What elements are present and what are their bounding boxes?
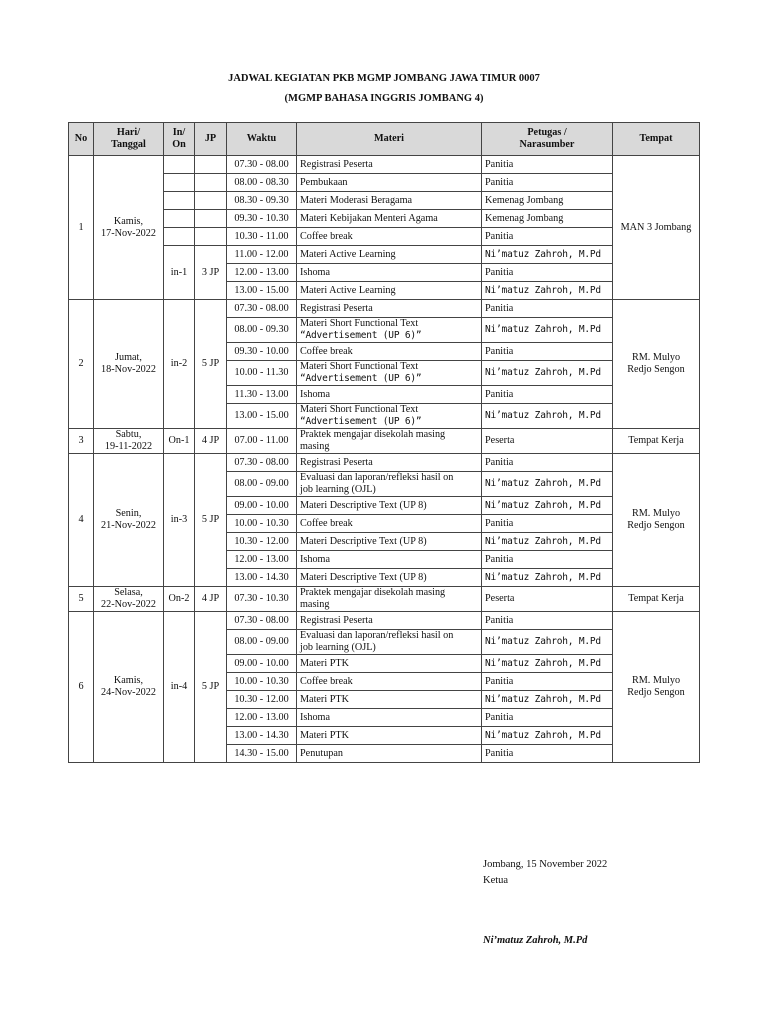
- materi-cell: [297, 264, 482, 282]
- header-day: Hari/ Tanggal: [94, 123, 164, 156]
- in-on-cell: in-4: [164, 612, 195, 763]
- jp-cell: 4 JP: [195, 429, 227, 454]
- petugas-cell: Ni’matuz Zahroh, M.Pd: [482, 246, 613, 264]
- time-cell: 07.30 - 08.00: [227, 612, 297, 630]
- time-cell: 07.30 - 08.00: [227, 156, 297, 174]
- day-date: [94, 587, 164, 612]
- table-row: [69, 156, 700, 174]
- time-cell: 14.30 - 15.00: [227, 745, 297, 763]
- petugas-cell: Ni’matuz Zahroh, M.Pd: [482, 472, 613, 497]
- table-row: [69, 454, 700, 472]
- tempat-text: RM. Mulyo: [631, 352, 681, 363]
- time-cell: 07.30 - 10.30: [227, 587, 297, 612]
- header-jp: JP: [195, 123, 227, 156]
- materi-cell: [297, 587, 482, 612]
- day-name: Kamis,: [113, 675, 144, 686]
- in-on-cell: [164, 156, 195, 174]
- materi-cell: [297, 228, 482, 246]
- petugas-cell: Panitia: [482, 228, 613, 246]
- jp-cell: [195, 192, 227, 210]
- in-on-cell: [164, 192, 195, 210]
- petugas-cell: Ni’matuz Zahroh, M.Pd: [482, 404, 613, 429]
- table-header-row: [69, 123, 700, 156]
- time-cell: 08.00 - 09.30: [227, 318, 297, 343]
- tempat-cell: [613, 300, 700, 429]
- materi-text-line2: “Advertisement (UP 6)”: [300, 330, 422, 341]
- time-cell: 13.00 - 14.30: [227, 569, 297, 587]
- materi-cell: [297, 673, 482, 691]
- in-on-cell: in-2: [164, 300, 195, 429]
- day-date: [94, 300, 164, 429]
- materi-text: Materi Short Functional Text: [300, 361, 419, 372]
- time-cell: 11.30 - 13.00: [227, 386, 297, 404]
- materi-cell: [297, 454, 482, 472]
- materi-cell: [297, 709, 482, 727]
- petugas-cell: Panitia: [482, 709, 613, 727]
- time-cell: 07.00 - 11.00: [227, 429, 297, 454]
- petugas-cell: Peserta: [482, 587, 613, 612]
- materi-text-line2: masing: [300, 441, 330, 452]
- materi-cell: [297, 192, 482, 210]
- table-row: [69, 210, 700, 228]
- petugas-cell: Panitia: [482, 343, 613, 361]
- jp-cell: [195, 228, 227, 246]
- time-cell: 09.00 - 10.00: [227, 655, 297, 673]
- in-on-cell: in-1: [164, 246, 195, 300]
- petugas-cell: Ni’matuz Zahroh, M.Pd: [482, 630, 613, 655]
- signature-name: Ni’matuz Zahroh, M.Pd: [483, 935, 588, 946]
- materi-cell: [297, 210, 482, 228]
- petugas-cell: Panitia: [482, 386, 613, 404]
- materi-cell: [297, 612, 482, 630]
- time-cell: 09.00 - 10.00: [227, 497, 297, 515]
- materi-text: Materi Short Functional Text: [300, 318, 419, 329]
- time-cell: 13.00 - 14.30: [227, 727, 297, 745]
- materi-cell: [297, 727, 482, 745]
- day-date: [94, 454, 164, 587]
- petugas-cell: Panitia: [482, 551, 613, 569]
- materi-text-line2: job learning (OJL): [300, 484, 376, 495]
- materi-cell: [297, 282, 482, 300]
- materi-text: Materi PTK: [300, 693, 349, 705]
- petugas-cell: Ni’matuz Zahroh, M.Pd: [482, 318, 613, 343]
- materi-cell: [297, 745, 482, 763]
- time-cell: 10.30 - 12.00: [227, 533, 297, 551]
- materi-text: Pembukaan: [300, 176, 348, 188]
- day-number: 4: [69, 454, 94, 587]
- petugas-cell: Ni’matuz Zahroh, M.Pd: [482, 569, 613, 587]
- materi-text: Materi Short Functional Text: [300, 404, 419, 415]
- materi-text-line2: job learning (OJL): [300, 642, 376, 653]
- petugas-cell: Kemenag Jombang: [482, 210, 613, 228]
- header-petugas: Petugas / Narasumber: [482, 123, 613, 156]
- jp-cell: 4 JP: [195, 587, 227, 612]
- time-cell: 10.30 - 12.00: [227, 691, 297, 709]
- petugas-cell: Panitia: [482, 174, 613, 192]
- time-cell: 13.00 - 15.00: [227, 404, 297, 429]
- materi-text: Ishoma: [300, 266, 330, 278]
- materi-cell: [297, 404, 482, 429]
- time-cell: 13.00 - 15.00: [227, 282, 297, 300]
- tempat-text: RM. Mulyo: [631, 675, 681, 686]
- materi-cell: [297, 630, 482, 655]
- time-cell: 10.00 - 10.30: [227, 673, 297, 691]
- materi-text-line2: “Advertisement (UP 6)”: [300, 373, 422, 384]
- materi-text: Registrasi Peserta: [300, 614, 373, 626]
- document-subtitle: (MGMP BAHASA INGGRIS JOMBANG 4): [284, 93, 484, 104]
- tempat-text: MAN 3 Jombang: [620, 221, 692, 233]
- document-title: JADWAL KEGIATAN PKB MGMP JOMBANG JAWA TIMUR 0007: [228, 73, 540, 84]
- in-on-cell: On-2: [164, 587, 195, 612]
- materi-cell: [297, 569, 482, 587]
- jp-cell: 5 JP: [195, 454, 227, 587]
- materi-text: Registrasi Peserta: [300, 158, 373, 170]
- table-row: [69, 429, 700, 454]
- day-number: 5: [69, 587, 94, 612]
- table-row: [69, 612, 700, 630]
- time-cell: 12.00 - 13.00: [227, 709, 297, 727]
- time-cell: 08.30 - 09.30: [227, 192, 297, 210]
- materi-text: Materi Active Learning: [300, 284, 396, 296]
- materi-text: Praktek mengajar disekolah masing: [300, 587, 446, 598]
- time-cell: 09.30 - 10.30: [227, 210, 297, 228]
- tempat-cell: [613, 612, 700, 763]
- schedule-body: [69, 156, 700, 763]
- petugas-cell: Panitia: [482, 156, 613, 174]
- materi-text: Evaluasi dan laporan/refleksi hasil on: [300, 472, 454, 483]
- materi-text-line2: masing: [300, 599, 330, 610]
- date-text: 22-Nov-2022: [101, 599, 156, 610]
- materi-text: Materi PTK: [300, 657, 349, 669]
- petugas-cell: Panitia: [482, 454, 613, 472]
- materi-text: Coffee break: [300, 517, 353, 529]
- materi-text: Materi Moderasi Beragama: [300, 194, 413, 206]
- day-name: Jumat,: [115, 352, 142, 363]
- materi-text: Evaluasi dan laporan/refleksi hasil on: [300, 630, 454, 641]
- materi-text: Ishoma: [300, 553, 330, 565]
- materi-cell: [297, 343, 482, 361]
- materi-text: Materi Active Learning: [300, 248, 396, 260]
- day-name: Sabtu,: [115, 429, 142, 440]
- jp-cell: 5 JP: [195, 612, 227, 763]
- tempat-cell: [613, 587, 700, 612]
- materi-text: Coffee break: [300, 230, 353, 242]
- in-on-cell: in-3: [164, 454, 195, 587]
- time-cell: 10.30 - 11.00: [227, 228, 297, 246]
- header-materi: Materi: [297, 123, 482, 156]
- materi-text: Materi PTK: [300, 729, 349, 741]
- day-date: [94, 612, 164, 763]
- petugas-cell: Panitia: [482, 264, 613, 282]
- day-name: Kamis,: [113, 215, 144, 227]
- table-row: [69, 192, 700, 210]
- petugas-cell: Ni’matuz Zahroh, M.Pd: [482, 282, 613, 300]
- materi-cell: [297, 429, 482, 454]
- in-on-cell: [164, 174, 195, 192]
- date-text: 24-Nov-2022: [101, 687, 156, 698]
- time-cell: 12.00 - 13.00: [227, 264, 297, 282]
- day-number: 3: [69, 429, 94, 454]
- day-date: [94, 156, 164, 300]
- tempat-text-line2: Redjo Sengon: [627, 520, 685, 531]
- materi-cell: [297, 318, 482, 343]
- materi-text: Ishoma: [300, 711, 330, 723]
- time-cell: 11.00 - 12.00: [227, 246, 297, 264]
- materi-cell: [297, 386, 482, 404]
- materi-text: Registrasi Peserta: [300, 456, 373, 468]
- materi-text: Registrasi Peserta: [300, 302, 373, 314]
- materi-text: Materi Descriptive Text (UP 8): [300, 571, 427, 583]
- header-in-on: In/ On: [164, 123, 195, 156]
- table-row: [69, 174, 700, 192]
- materi-text: Ishoma: [300, 388, 330, 400]
- date-text: 19-11-2022: [104, 441, 153, 452]
- petugas-cell: Panitia: [482, 673, 613, 691]
- petugas-cell: Ni’matuz Zahroh, M.Pd: [482, 533, 613, 551]
- materi-cell: [297, 472, 482, 497]
- jp-cell: [195, 156, 227, 174]
- day-number: 6: [69, 612, 94, 763]
- materi-cell: [297, 515, 482, 533]
- materi-text: Praktek mengajar disekolah masing: [300, 429, 446, 440]
- petugas-cell: Peserta: [482, 429, 613, 454]
- signature-place-date: Jombang, 15 November 2022: [483, 859, 608, 870]
- petugas-cell: Ni’matuz Zahroh, M.Pd: [482, 655, 613, 673]
- petugas-cell: Ni’matuz Zahroh, M.Pd: [482, 361, 613, 386]
- petugas-cell: Panitia: [482, 745, 613, 763]
- tempat-cell: [613, 454, 700, 587]
- tempat-text: Tempat Kerja: [628, 593, 684, 604]
- in-on-cell: On-1: [164, 429, 195, 454]
- materi-text-line2: “Advertisement (UP 6)”: [300, 416, 422, 427]
- materi-text: Materi Descriptive Text (UP 8): [300, 535, 427, 547]
- materi-cell: [297, 300, 482, 318]
- petugas-cell: Panitia: [482, 300, 613, 318]
- day-number: 2: [69, 300, 94, 429]
- materi-cell: [297, 156, 482, 174]
- materi-cell: [297, 533, 482, 551]
- time-cell: 08.00 - 08.30: [227, 174, 297, 192]
- materi-cell: [297, 361, 482, 386]
- time-cell: 10.00 - 11.30: [227, 361, 297, 386]
- header-tempat: Tempat: [613, 123, 700, 156]
- schedule-table: [68, 122, 700, 763]
- petugas-cell: Ni’matuz Zahroh, M.Pd: [482, 497, 613, 515]
- time-cell: 08.00 - 09.00: [227, 472, 297, 497]
- time-cell: 07.30 - 08.00: [227, 454, 297, 472]
- day-number: 1: [69, 156, 94, 300]
- materi-cell: [297, 655, 482, 673]
- header-time: Waktu: [227, 123, 297, 156]
- materi-text: Penutupan: [300, 747, 344, 759]
- date-text: 18-Nov-2022: [101, 364, 156, 375]
- time-cell: 09.30 - 10.00: [227, 343, 297, 361]
- tempat-text: Tempat Kerja: [628, 435, 684, 446]
- jp-cell: [195, 174, 227, 192]
- materi-cell: [297, 246, 482, 264]
- materi-cell: [297, 174, 482, 192]
- tempat-text-line2: Redjo Sengon: [627, 364, 685, 375]
- materi-text: Materi Kebijakan Menteri Agama: [300, 212, 438, 224]
- in-on-cell: [164, 228, 195, 246]
- time-cell: 10.00 - 10.30: [227, 515, 297, 533]
- table-row: [69, 228, 700, 246]
- in-on-cell: [164, 210, 195, 228]
- petugas-cell: Ni’matuz Zahroh, M.Pd: [482, 727, 613, 745]
- day-name: Selasa,: [114, 587, 143, 598]
- tempat-text: RM. Mulyo: [631, 508, 681, 519]
- materi-text: Coffee break: [300, 675, 353, 687]
- petugas-cell: Panitia: [482, 515, 613, 533]
- table-row: [69, 300, 700, 318]
- signature-role: Ketua: [483, 875, 509, 886]
- time-cell: 12.00 - 13.00: [227, 551, 297, 569]
- header-no: No: [69, 123, 94, 156]
- materi-cell: [297, 551, 482, 569]
- jp-cell: 5 JP: [195, 300, 227, 429]
- petugas-cell: Kemenag Jombang: [482, 192, 613, 210]
- time-cell: 08.00 - 09.00: [227, 630, 297, 655]
- tempat-cell: [613, 429, 700, 454]
- materi-text: Coffee break: [300, 345, 353, 357]
- date-text: 21-Nov-2022: [101, 520, 156, 531]
- materi-cell: [297, 691, 482, 709]
- time-cell: 07.30 - 08.00: [227, 300, 297, 318]
- jp-cell: [195, 210, 227, 228]
- tempat-cell: [613, 156, 700, 300]
- jp-cell: 3 JP: [195, 246, 227, 300]
- materi-cell: [297, 497, 482, 515]
- tempat-text-line2: Redjo Sengon: [627, 687, 685, 698]
- table-row: [69, 587, 700, 612]
- table-row: [69, 246, 700, 264]
- petugas-cell: Panitia: [482, 612, 613, 630]
- petugas-cell: Ni’matuz Zahroh, M.Pd: [482, 691, 613, 709]
- date-text: 17-Nov-2022: [101, 227, 156, 239]
- day-date: [94, 429, 164, 454]
- materi-text: Materi Descriptive Text (UP 8): [300, 499, 427, 511]
- day-name: Senin,: [115, 508, 142, 519]
